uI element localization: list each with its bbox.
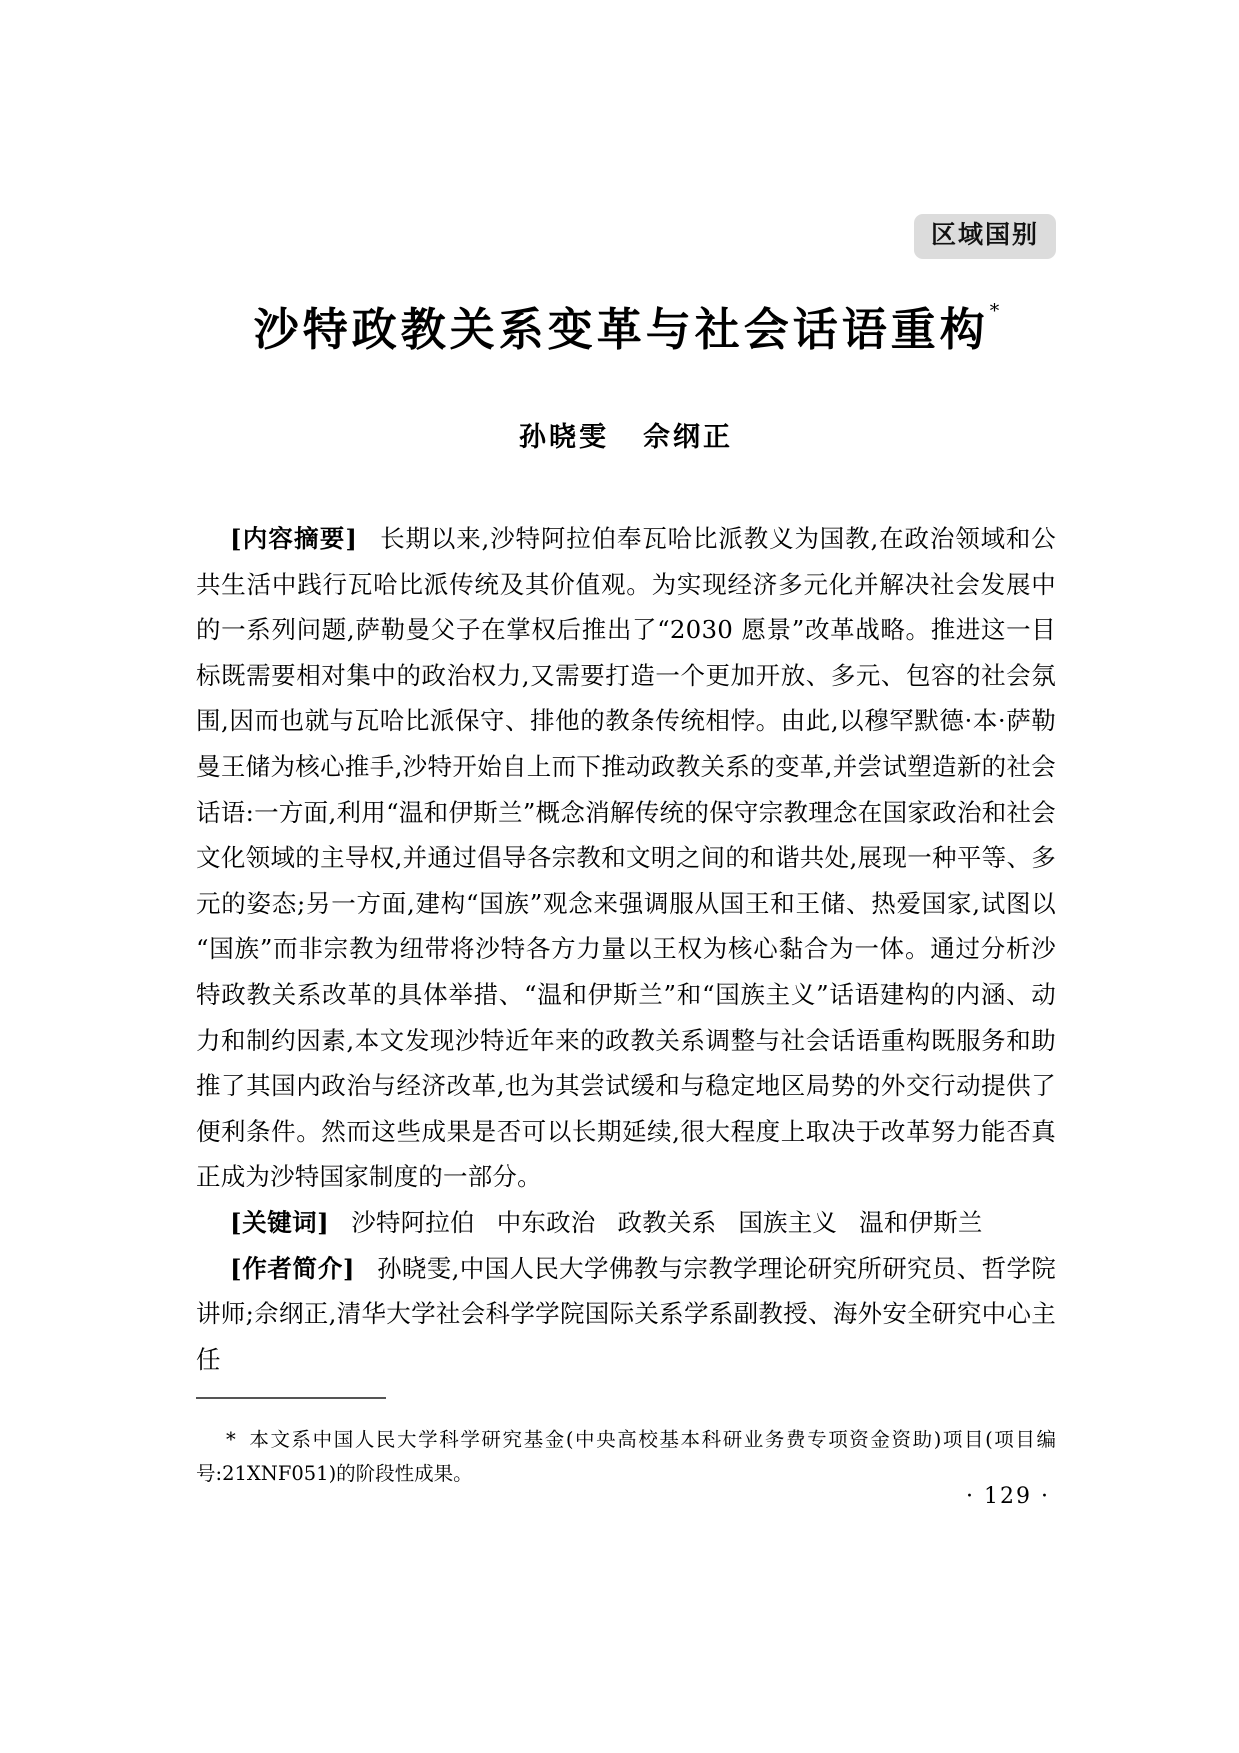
author-line: [196, 415, 1056, 454]
section-badge-row: [196, 214, 1056, 259]
section-badge: 区域国别: [914, 214, 1056, 259]
footnote-divider: [196, 1397, 386, 1399]
author-bio-label: [作者简介]: [230, 1253, 355, 1283]
page-title: [254, 300, 999, 361]
abstract-label: [内容摘要]: [230, 524, 358, 553]
abstract-block: [196, 516, 1056, 1382]
title-block: [196, 300, 1056, 361]
author-bio-paragraph: [196, 1246, 1056, 1383]
keyword-item-2: 中东政治: [496, 1207, 596, 1237]
author-name-1: 孙晓雯: [519, 422, 609, 453]
keyword-item-4: 国族主义: [738, 1207, 838, 1237]
page-number: · 129 ·: [966, 1484, 1050, 1509]
article-title-text: 沙特政教关系变革与社会话语重构: [253, 303, 989, 356]
footnote-text: 本文系中国人民大学科学研究基金(中央高校基本科研业务费专项资金资助)项目(项目编号:21XNF051)的阶段性成果。: [196, 1428, 1056, 1485]
keywords-label: [关键词]: [230, 1207, 330, 1237]
page-content-column: [196, 0, 1056, 1753]
footnote: [196, 1423, 1056, 1491]
author-name-2: 佘纲正: [643, 422, 733, 453]
abstract-text: 长期以来,沙特阿拉伯奉瓦哈比派教义为国教,在政治领域和公共生活中践行瓦哈比派传统及其价值观。为实现经济多元化并解决社会发展中的一系列问题,萨勒曼父子在掌权后推出了“2030 愿景”改革战略。推进这一目标既需要相对集中的政治权力,又需要打造一个更加开放、多元、包容的社会氛围,因而也就与瓦哈比派保守、排他的教条传统相悖。由此,以穆罕默德·本·萨勒曼王储为核心推手,沙特开始自上而下推动政教关系的变革,并尝试塑造新的社会话语:一方面,利用“温和伊斯兰”概念消解传统的保守宗教理念在国家政治和社会文化领域的主导权,并通过倡导各宗教和文明之间的和谐共处,展现一种平等、多元的姿态;另一方面,建构“国族”观念来强调服从国王和王储、热爱国家,试图以“国族”而非宗教为纽带将沙特各方力量以王权为核心黏合为一体。通过分析沙特政教关系改革的具体举措、“温和伊斯兰”和“国族主义”话语建构的内涵、动力和制约因素,本文发现沙特近年来的政教关系调整与社会话语重构既服务和助推了其国内政治与经济改革,也为其尝试缓和与稳定地区局势的外交行动提供了便利条件。然而这些成果是否可以长期延续,很大程度上取决于改革努力能否真正成为沙特国家制度的一部分。: [196, 524, 1056, 1192]
keyword-item-3: 政教关系: [617, 1207, 717, 1237]
author-bio-text: 孙晓雯,中国人民大学佛教与宗教学理论研究所研究员、哲学院讲师;佘纲正,清华大学社会科学学院国际关系学系副教授、海外安全研究中心主任: [196, 1253, 1056, 1374]
footnote-marker: *: [226, 1428, 236, 1451]
keyword-item-1: 沙特阿拉伯: [351, 1207, 475, 1237]
title-footnote-marker: *: [989, 300, 1000, 322]
abstract-paragraph: [196, 516, 1056, 1200]
keywords-paragraph: [196, 1200, 1056, 1246]
keyword-item-5: 温和伊斯兰: [859, 1207, 983, 1237]
